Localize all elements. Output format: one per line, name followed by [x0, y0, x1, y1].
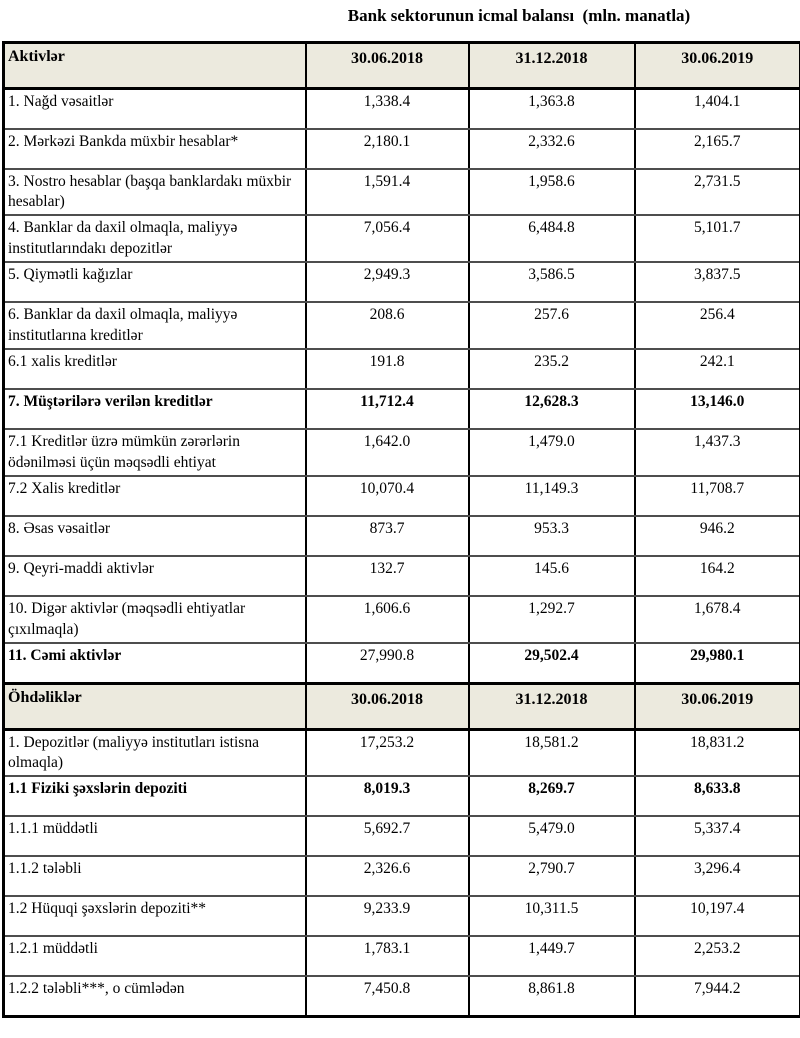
value-cell: 2,949.3	[306, 262, 469, 302]
row-label-cell: 1.2.1 müddətli	[4, 936, 306, 976]
value-cell: 242.1	[635, 349, 800, 389]
value-cell: 953.3	[469, 516, 635, 556]
row-label-cell: 7.2 Xalis kreditlər	[4, 476, 306, 516]
value-cell: 5,479.0	[469, 816, 635, 856]
value-cell: 2,326.6	[306, 856, 469, 896]
value-cell: 1,292.7	[469, 596, 635, 643]
table-row	[4, 89, 800, 129]
row-label-cell: 4. Banklar da daxil olmaqla, maliyyə institutlarındakı depozitlər	[4, 215, 306, 262]
value-cell: 9,233.9	[306, 896, 469, 936]
section-title-cell: Aktivlər	[4, 43, 306, 89]
value-cell: 11,149.3	[469, 476, 635, 516]
value-cell: 5,101.7	[635, 215, 800, 262]
value-cell: 1,678.4	[635, 596, 800, 643]
row-label-cell: 10. Digər aktivlər (məqsədli ehtiyatlar çıxılmaqla)	[4, 596, 306, 643]
value-cell: 132.7	[306, 556, 469, 596]
value-cell: 2,253.2	[635, 936, 800, 976]
row-label-cell: 6.1 xalis kreditlər	[4, 349, 306, 389]
value-cell: 2,731.5	[635, 169, 800, 216]
date-column-header: 30.06.2018	[306, 683, 469, 729]
row-label-cell: 11. Cəmi aktivlər	[4, 643, 306, 683]
value-cell: 1,642.0	[306, 429, 469, 476]
value-cell: 3,296.4	[635, 856, 800, 896]
value-cell: 3,586.5	[469, 262, 635, 302]
value-cell: 8,633.8	[635, 776, 800, 816]
table-row	[4, 596, 800, 643]
value-cell: 2,790.7	[469, 856, 635, 896]
section-title-cell: Öhdəliklər	[4, 683, 306, 729]
table-row	[4, 349, 800, 389]
table-row	[4, 169, 800, 216]
balance-table-body	[4, 43, 800, 1017]
value-cell: 27,990.8	[306, 643, 469, 683]
value-cell: 7,944.2	[635, 976, 800, 1016]
value-cell: 8,861.8	[469, 976, 635, 1016]
value-cell: 11,708.7	[635, 476, 800, 516]
value-cell: 1,606.6	[306, 596, 469, 643]
table-row	[4, 816, 800, 856]
value-cell: 29,502.4	[469, 643, 635, 683]
value-cell: 256.4	[635, 302, 800, 349]
value-cell: 2,165.7	[635, 129, 800, 169]
row-label-cell: 1.1.1 müddətli	[4, 816, 306, 856]
value-cell: 6,484.8	[469, 215, 635, 262]
row-label-cell: 1.1.2 tələbli	[4, 856, 306, 896]
table-row	[4, 516, 800, 556]
value-cell: 1,783.1	[306, 936, 469, 976]
date-column-header: 31.12.2018	[469, 43, 635, 89]
row-label-cell: 1.1 Fiziki şəxslərin depoziti	[4, 776, 306, 816]
row-label-cell: 7. Müştərilərə verilən kreditlər	[4, 389, 306, 429]
value-cell: 164.2	[635, 556, 800, 596]
value-cell: 11,712.4	[306, 389, 469, 429]
value-cell: 29,980.1	[635, 643, 800, 683]
row-label-cell: 1. Depozitlər (maliyyə institutları istisna olmaqla)	[4, 729, 306, 776]
date-column-header: 30.06.2018	[306, 43, 469, 89]
section-header-row	[4, 43, 800, 89]
table-row	[4, 776, 800, 816]
table-row	[4, 729, 800, 776]
value-cell: 13,146.0	[635, 389, 800, 429]
row-label-cell: 1.2 Hüquqi şəxslərin depoziti**	[4, 896, 306, 936]
value-cell: 18,831.2	[635, 729, 800, 776]
table-row	[4, 262, 800, 302]
row-label-cell: 2. Mərkəzi Bankda müxbir hesablar*	[4, 129, 306, 169]
table-row	[4, 896, 800, 936]
table-row	[4, 129, 800, 169]
row-label-cell: 9. Qeyri-maddi aktivlər	[4, 556, 306, 596]
value-cell: 2,332.6	[469, 129, 635, 169]
value-cell: 18,581.2	[469, 729, 635, 776]
table-row	[4, 556, 800, 596]
table-row	[4, 936, 800, 976]
value-cell: 7,056.4	[306, 215, 469, 262]
value-cell: 1,958.6	[469, 169, 635, 216]
value-cell: 10,070.4	[306, 476, 469, 516]
value-cell: 10,311.5	[469, 896, 635, 936]
value-cell: 12,628.3	[469, 389, 635, 429]
value-cell: 2,180.1	[306, 129, 469, 169]
row-label-cell: 1. Nağd vəsaitlər	[4, 89, 306, 129]
value-cell: 1,449.7	[469, 936, 635, 976]
section-header-row	[4, 683, 800, 729]
table-row	[4, 856, 800, 896]
table-row	[4, 389, 800, 429]
value-cell: 1,591.4	[306, 169, 469, 216]
value-cell: 17,253.2	[306, 729, 469, 776]
row-label-cell: 5. Qiymətli kağızlar	[4, 262, 306, 302]
balance-sheet-table	[2, 41, 800, 1018]
table-row	[4, 215, 800, 262]
row-label-cell: 3. Nostro hesablar (başqa banklardakı müxbir hesablar)	[4, 169, 306, 216]
value-cell: 1,437.3	[635, 429, 800, 476]
value-cell: 8,019.3	[306, 776, 469, 816]
date-column-header: 30.06.2019	[635, 683, 800, 729]
value-cell: 5,692.7	[306, 816, 469, 856]
document-title: Bank sektorunun icmal balansı (mln. manatla)	[347, 6, 691, 25]
value-cell: 1,404.1	[635, 89, 800, 129]
value-cell: 208.6	[306, 302, 469, 349]
value-cell: 8,269.7	[469, 776, 635, 816]
value-cell: 10,197.4	[635, 896, 800, 936]
row-label-cell: 1.2.2 tələbli***, o cümlədən	[4, 976, 306, 1016]
value-cell: 1,338.4	[306, 89, 469, 129]
table-row	[4, 476, 800, 516]
table-row	[4, 429, 800, 476]
table-row	[4, 976, 800, 1016]
table-row	[4, 643, 800, 683]
value-cell: 191.8	[306, 349, 469, 389]
value-cell: 7,450.8	[306, 976, 469, 1016]
value-cell: 235.2	[469, 349, 635, 389]
value-cell: 5,337.4	[635, 816, 800, 856]
value-cell: 873.7	[306, 516, 469, 556]
row-label-cell: 7.1 Kreditlər üzrə mümkün zərərlərin ödənilməsi üçün məqsədli ehtiyat	[4, 429, 306, 476]
table-row	[4, 302, 800, 349]
row-label-cell: 6. Banklar da daxil olmaqla, maliyyə institutlarına kreditlər	[4, 302, 306, 349]
value-cell: 1,479.0	[469, 429, 635, 476]
value-cell: 1,363.8	[469, 89, 635, 129]
date-column-header: 31.12.2018	[469, 683, 635, 729]
value-cell: 145.6	[469, 556, 635, 596]
value-cell: 257.6	[469, 302, 635, 349]
date-column-header: 30.06.2019	[635, 43, 800, 89]
row-label-cell: 8. Əsas vəsaitlər	[4, 516, 306, 556]
value-cell: 3,837.5	[635, 262, 800, 302]
value-cell: 946.2	[635, 516, 800, 556]
